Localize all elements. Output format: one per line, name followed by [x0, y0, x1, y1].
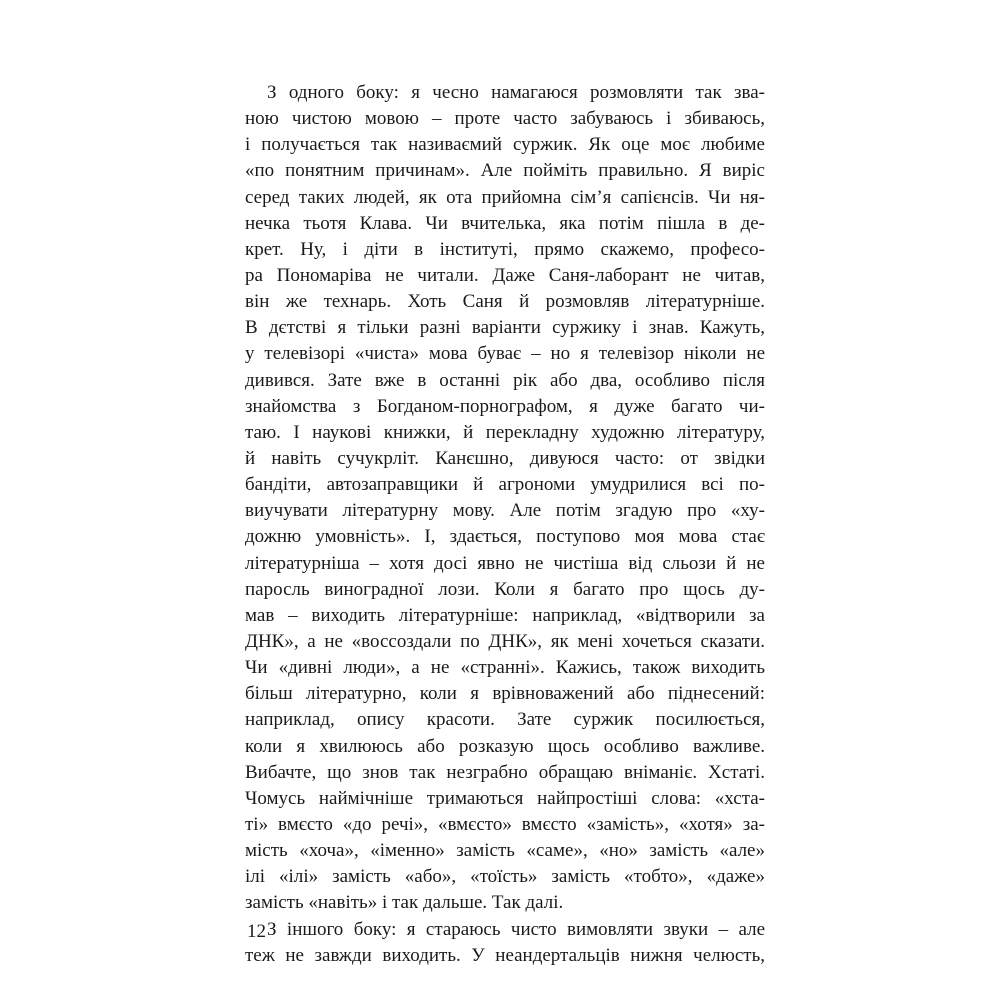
text-line: В дєтстві я тільки разні варіанти суржику і знав. Кажуть,	[245, 317, 765, 339]
text-line: ною чистою мовою – проте часто забуваюсь і збиваюсь,	[245, 108, 765, 130]
text-line: наприклад, опису красоти. Зате суржик посилюється,	[245, 709, 765, 731]
text-line: дожню умовність». І, здається, поступово моя мова стає	[245, 526, 765, 548]
text-line: ілі «ілі» замість «або», «тоїсть» замість «тобто», «даже»	[245, 866, 765, 888]
text-line: і получається так називаємий суржик. Як оце моє любиме	[245, 134, 765, 156]
text-line: бандіти, автозаправщики й агрономи умудрилися всі по-	[245, 474, 765, 496]
text-line: Чомусь наймічніше тримаються найпростіші слова: «хста-	[245, 787, 765, 809]
text-line: знайомства з Богданом-порнографом, я дуже багато чи-	[245, 395, 765, 417]
text-line: Чи «дивні люди», а не «странні». Кажись, також виходить	[245, 657, 765, 679]
text-line: й навіть сучукрліт. Канєшно, дивуюся часто: от звідки	[245, 447, 765, 469]
text-line: коли я хвилююсь або розказую щось особливо важливе.	[245, 735, 765, 757]
text-line: таю. І наукові книжки, й перекладну художню літературу,	[245, 421, 765, 443]
text-line: мість «хоча», «іменно» замість «саме», «но» замість «але»	[245, 840, 765, 862]
text-line: він же технарь. Хоть Саня й розмовляв літературніше.	[245, 291, 765, 313]
text-line: дивився. Зате вже в останні рік або два, особливо після	[245, 369, 765, 391]
text-line: виучувати літературну мову. Але потім згадую про «ху-	[245, 500, 765, 522]
text-line: ДНК», а не «воссоздали по ДНК», як мені хочеться сказати.	[245, 630, 765, 652]
text-line: ра Пономаріва не читали. Даже Саня-лаборант не читав,	[245, 264, 765, 286]
text-line: літературніша – хотя досі явно не чистіша від сльози й не	[245, 552, 765, 574]
text-line: З іншого боку: я стараюсь чисто вимовляти звуки – але	[267, 918, 765, 940]
text-line: більш літературно, коли я врівноважений або піднесений:	[245, 683, 765, 705]
text-line: мав – виходить літературніше: наприклад, «відтворили за	[245, 604, 765, 626]
text-line: замість «навіть» і так дальше. Так далі.	[245, 892, 564, 914]
text-line: теж не завжди виходить. У неандертальців нижня челюсть,	[245, 944, 765, 966]
text-line: нечка тьотя Клава. Чи вчителька, яка потім пішла в де-	[245, 212, 765, 234]
text-line: крет. Ну, і діти в інституті, прямо скажемо, професо-	[245, 238, 765, 260]
text-line: «по понятним причинам». Але пойміть правильно. Я виріс	[245, 160, 765, 182]
text-line: серед таких людей, як ота прийомна сім’я сапієнсів. Чи ня-	[245, 186, 765, 208]
text-line: Вибачте, що знов так незграбно обращаю вніманіє. Хстаті.	[245, 761, 765, 783]
text-line: З одного боку: я чесно намагаюся розмовляти так зва-	[267, 82, 765, 103]
text-line: у телевізорі «чиста» мова буває – но я телевізор ніколи не	[245, 343, 765, 365]
text-line: ті» вмєсто «до речі», «вмєсто» вмєсто «замість», «хотя» за-	[245, 813, 765, 835]
page-body-text	[245, 80, 765, 969]
page-number: 12	[247, 921, 266, 942]
text-line: паросль виноградної лози. Коли я багато про щось ду-	[245, 578, 765, 600]
